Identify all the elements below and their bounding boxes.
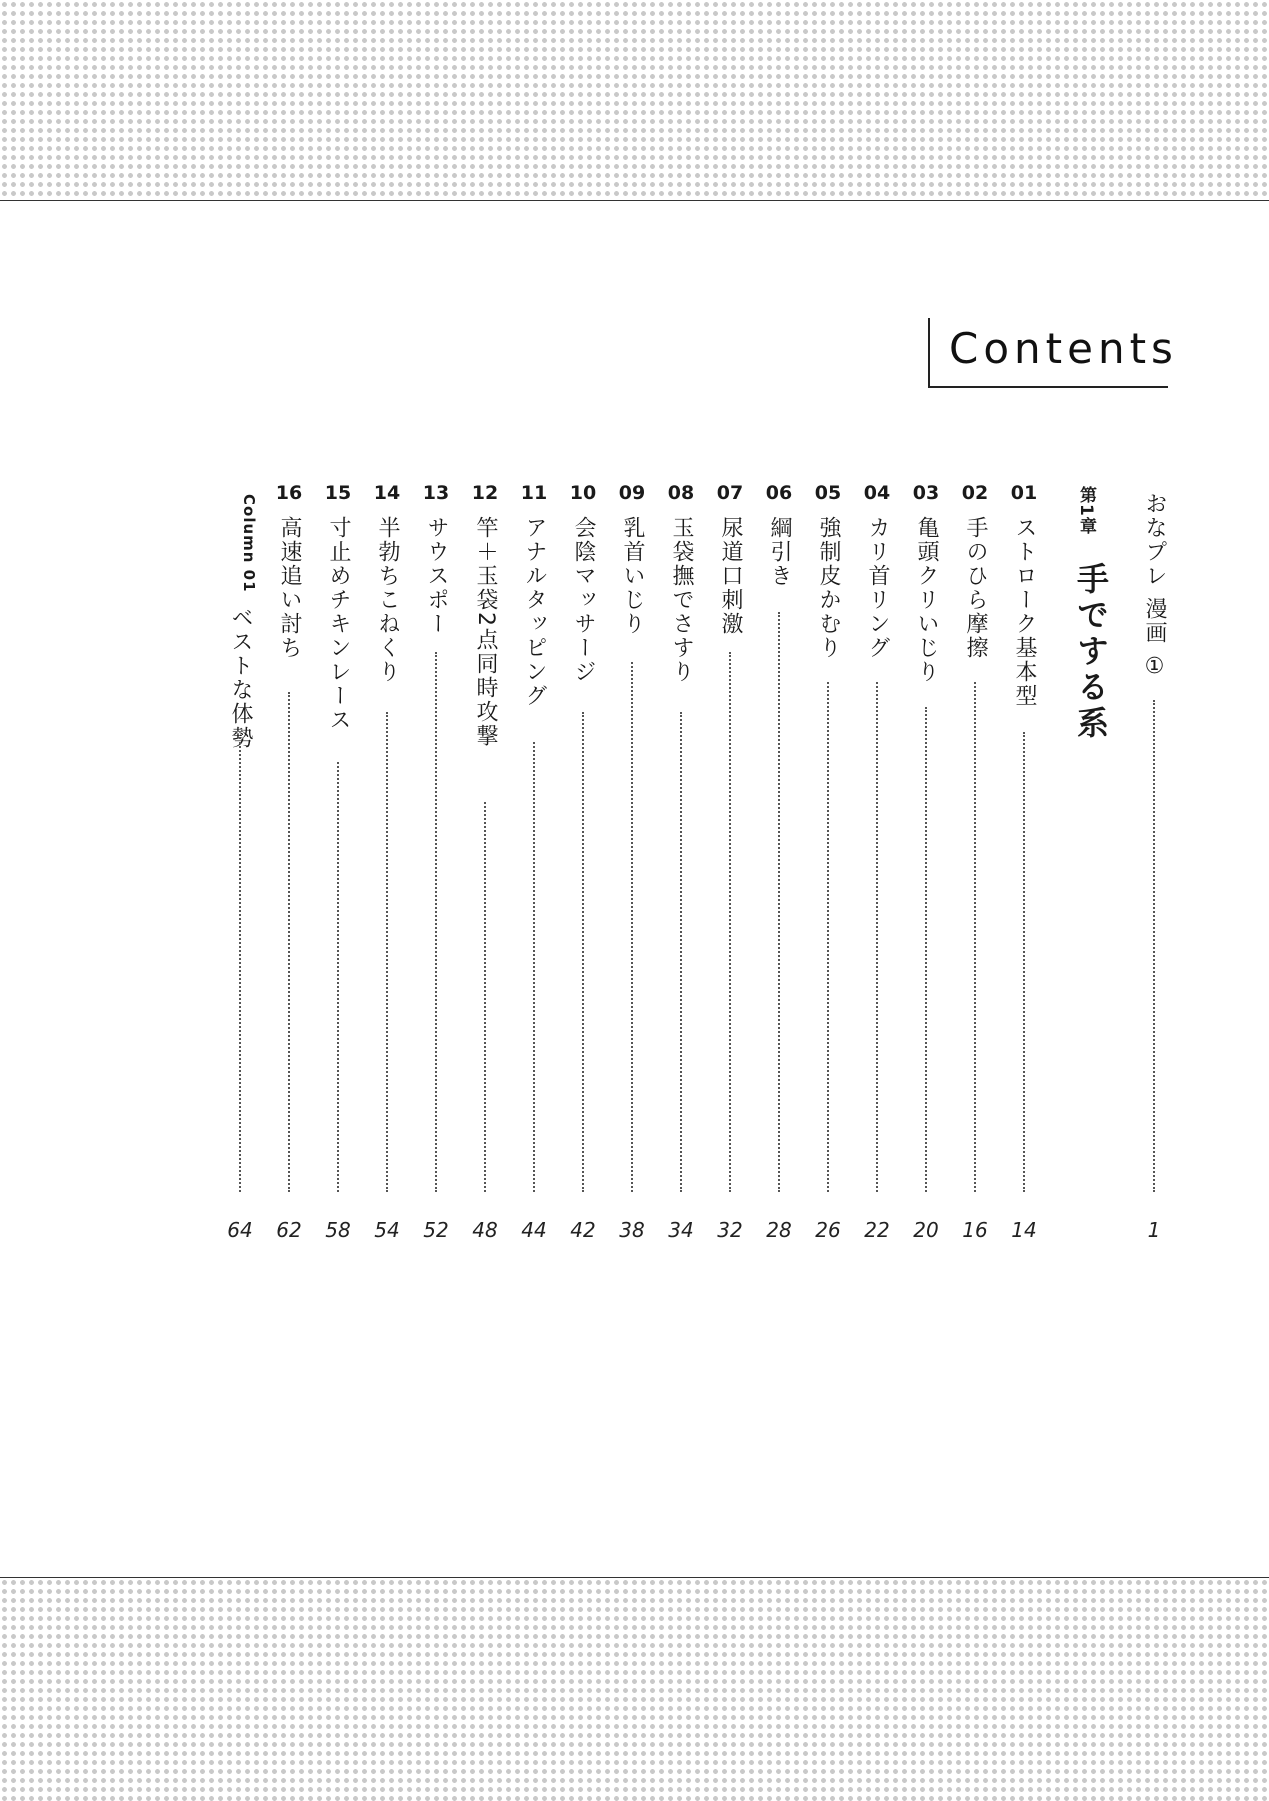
- entry-title: サウスポー: [424, 516, 449, 636]
- entry-page: 48: [472, 1218, 498, 1242]
- entry-title: 玉袋撫でさすり: [669, 516, 694, 684]
- entry-number: 16: [275, 482, 303, 504]
- toc-entry[interactable]: [908, 482, 944, 1242]
- entry-page: 42: [570, 1218, 596, 1242]
- leader-dots: [288, 692, 290, 1192]
- entry-page: 22: [864, 1218, 890, 1242]
- entry-title: 竿＋玉袋2点同時攻撃: [473, 516, 498, 748]
- leader-dots: [337, 762, 339, 1192]
- leader-dots: [533, 742, 535, 1192]
- leader-dots: [778, 612, 780, 1192]
- entry-number: 02: [961, 482, 989, 504]
- leader-dots: [239, 737, 241, 1192]
- leader-dots: [974, 682, 976, 1192]
- leader-dots: [827, 682, 829, 1192]
- leader-dots: [925, 707, 927, 1192]
- entry-title: 高速追い討ち: [277, 516, 302, 660]
- entry-number: 07: [716, 482, 744, 504]
- leader-dots: [484, 802, 486, 1192]
- contents-heading-text: Contents: [949, 324, 1178, 373]
- toc-entry[interactable]: [271, 482, 307, 1242]
- entry-page: 58: [325, 1218, 351, 1242]
- leader-dots: [1153, 700, 1155, 1192]
- toc-entry[interactable]: [369, 482, 405, 1242]
- entry-number: 10: [569, 482, 597, 504]
- leader-dots: [386, 712, 388, 1192]
- leader-dots: [1023, 732, 1025, 1192]
- leader-dots: [582, 712, 584, 1192]
- entry-number: 04: [863, 482, 891, 504]
- entry-title: 寸止めチキンレース: [326, 516, 351, 732]
- entry-title: 強制皮かむり: [816, 516, 841, 660]
- top-halftone-band: [0, 0, 1269, 201]
- entry-number: 08: [667, 482, 695, 504]
- entry-page: 28: [766, 1218, 792, 1242]
- entry-number: 01: [1010, 482, 1038, 504]
- leader-dots: [876, 682, 878, 1192]
- entry-number: 13: [422, 482, 450, 504]
- toc-entry[interactable]: [418, 482, 454, 1242]
- chapter-title: 手でする系: [1072, 562, 1110, 742]
- heading-rule: [930, 386, 1168, 388]
- entry-title: 半勃ちこねくり: [375, 516, 400, 684]
- toc-entry-manga[interactable]: [1136, 482, 1172, 1242]
- entry-page: 32: [717, 1218, 743, 1242]
- entry-title: 尿道口刺激: [718, 516, 743, 636]
- entry-title: 会陰マッサージ: [571, 516, 596, 684]
- entry-number: 12: [471, 482, 499, 504]
- toc-entry[interactable]: [467, 482, 503, 1242]
- toc-entry[interactable]: [859, 482, 895, 1242]
- toc-entry[interactable]: [712, 482, 748, 1242]
- contents-heading: [928, 318, 1178, 388]
- entry-title: アナルタッピング: [522, 516, 547, 708]
- entry-page: 52: [423, 1218, 449, 1242]
- entry-page: 38: [619, 1218, 645, 1242]
- entry-page: 62: [276, 1218, 302, 1242]
- entry-number: 05: [814, 482, 842, 504]
- bottom-halftone-band: [0, 1577, 1269, 1801]
- leader-dots: [435, 652, 437, 1192]
- entry-page: 26: [815, 1218, 841, 1242]
- entry-number: 09: [618, 482, 646, 504]
- entry-title: ベストな体勢: [228, 606, 253, 750]
- entry-title: 亀頭クリいじり: [914, 516, 939, 684]
- entry-title: 乳首いじり: [620, 516, 645, 636]
- entry-title: カリ首リング: [865, 516, 890, 660]
- entry-number: 03: [912, 482, 940, 504]
- entry-page: 14: [1011, 1218, 1037, 1242]
- toc-entry[interactable]: [565, 482, 601, 1242]
- toc-entry[interactable]: [761, 482, 797, 1242]
- entry-page: 64: [227, 1218, 253, 1242]
- leader-dots: [680, 712, 682, 1192]
- entry-number: 11: [520, 482, 548, 504]
- entry-title: 手のひら摩擦: [963, 516, 988, 660]
- toc-entry[interactable]: [516, 482, 552, 1242]
- chapter-label: 第1章: [1076, 486, 1096, 535]
- entry-number: 14: [373, 482, 401, 504]
- entry-page: 44: [521, 1218, 547, 1242]
- entry-page: 16: [962, 1218, 988, 1242]
- entry-number: 15: [324, 482, 352, 504]
- leader-dots: [631, 662, 633, 1192]
- column-label: Column 01: [240, 493, 258, 593]
- entry-number: 06: [765, 482, 793, 504]
- chapter-heading: [1070, 486, 1110, 766]
- entry-title: ストローク基本型: [1012, 516, 1037, 708]
- toc-entry[interactable]: [663, 482, 699, 1242]
- entry-page: 20: [913, 1218, 939, 1242]
- toc-entry[interactable]: [810, 482, 846, 1242]
- entry-page: 54: [374, 1218, 400, 1242]
- entry-page: 34: [668, 1218, 694, 1242]
- entry-title: 綱引き: [767, 516, 792, 588]
- toc-entry[interactable]: [1006, 482, 1042, 1242]
- entry-title: おなプレ 漫画 ①: [1142, 492, 1167, 681]
- toc-entry[interactable]: [957, 482, 993, 1242]
- toc-entry-column[interactable]: [222, 482, 258, 1242]
- leader-dots: [729, 652, 731, 1192]
- entry-page: 1: [1147, 1218, 1161, 1242]
- toc-entry[interactable]: [320, 482, 356, 1242]
- toc-entry[interactable]: [614, 482, 650, 1242]
